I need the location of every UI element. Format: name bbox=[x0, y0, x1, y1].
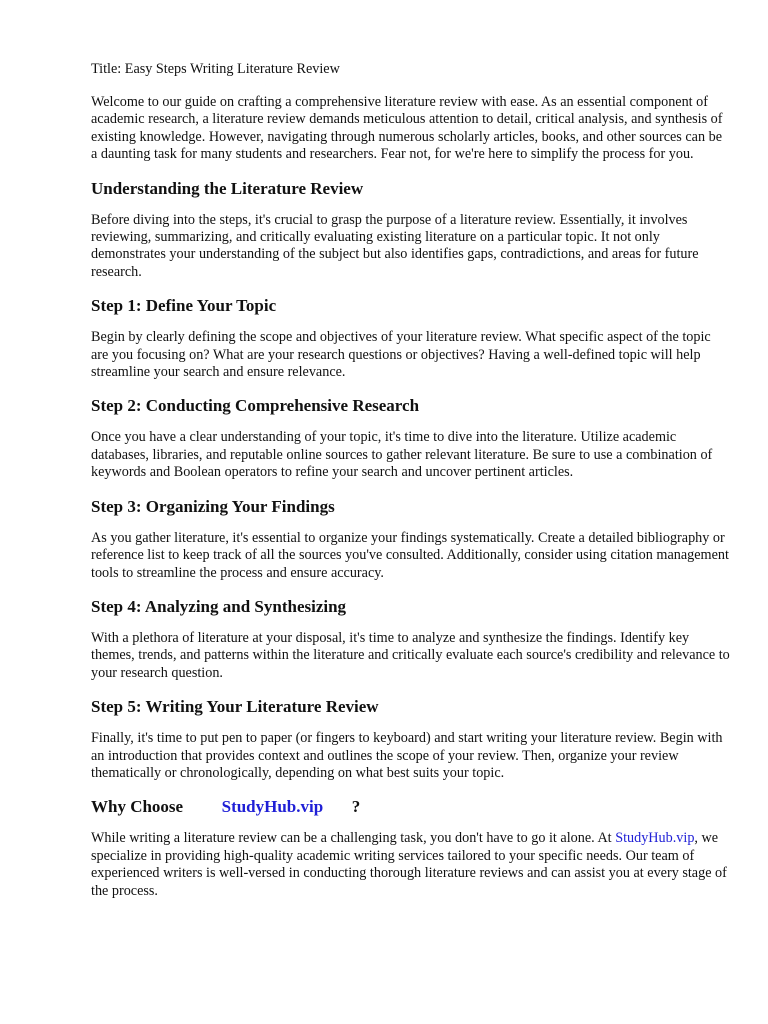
section-heading-step-3: Step 3: Organizing Your Findings bbox=[91, 496, 335, 516]
section-body-why-choose bbox=[91, 830, 731, 900]
section-heading-step-2: Step 2: Conducting Comprehensive Research bbox=[91, 396, 420, 416]
why-body-suffix: , we specialize in providing high-quality academic writing services tailored to your specific needs. Our team of experienced writers is well-versed in conducting thorough literature reviews and can assist you at every stage of the process. bbox=[91, 830, 727, 899]
why-heading-suffix: ? bbox=[351, 797, 361, 817]
studyhub-heading-link[interactable]: StudyHub.vip bbox=[221, 797, 324, 817]
section-heading-why-choose bbox=[91, 796, 731, 818]
section-heading-step-1: Step 1: Define Your Topic bbox=[91, 296, 277, 316]
section-body-step-5: Finally, it's time to put pen to paper (or fingers to keyboard) and start writing your literature review. Begin with an introduction that provides context and outlines the scope of your review. Then, organize your review thematically or chronologically, depending on what best suits your topic. bbox=[91, 730, 723, 781]
section-heading-step-5: Step 5: Writing Your Literature Review bbox=[91, 697, 379, 717]
section-body-step-4: With a plethora of literature at your disposal, it's time to analyze and synthesize the findings. Identify key themes, trends, and patterns within the literature and critically evaluate each source's credibility and relevance to your research question. bbox=[91, 629, 730, 681]
section-body-step-1: Begin by clearly defining the scope and objectives of your literature review. What specific aspect of the topic are you focusing on? What are your research questions or objectives? Having a well-defined topic will help streamline your search and ensure relevance. bbox=[91, 329, 711, 381]
studyhub-body-link[interactable]: StudyHub.vip bbox=[615, 830, 695, 847]
section-body-step-3: As you gather literature, it's essential to organize your findings systematically. Create a detailed bibliography or reference list to keep track of all the sources you've consulted. Additionally, consider using citation management tools to streamline the process and ensure accuracy. bbox=[91, 529, 729, 581]
why-heading-prefix: Why Choose bbox=[91, 797, 184, 817]
document-title: Title: Easy Steps Writing Literature Review bbox=[91, 61, 340, 77]
section-heading-understanding: Understanding the Literature Review bbox=[91, 178, 364, 198]
section-body-step-2: Once you have a clear understanding of your topic, it's time to dive into the literature. Utilize academic databases, libraries, and reputable online sources to gather relevant literature. Be sure to use a combination of keywords and Boolean operators to refine your search and uncover pertinent articles. bbox=[91, 429, 713, 481]
section-heading-step-4: Step 4: Analyzing and Synthesizing bbox=[91, 596, 347, 616]
intro-paragraph: Welcome to our guide on crafting a comprehensive literature review with ease. As an essential component of academic research, a literature review demands meticulous attention to detail, critical analysis, and synthesis of existing knowledge. However, navigating through numerous scholarly articles, books, and other sources can be a daunting task for many students and researchers. Fear not, for we're here to simplify the process for you. bbox=[91, 94, 723, 163]
section-body-understanding: Before diving into the steps, it's crucial to grasp the purpose of a literature review. Essentially, it involves reviewing, summarizing, and critically evaluating existing literature on a particular topic. It not only demonstrates your understanding of the subject but also identifies gaps, contradictions, and areas for future research. bbox=[91, 211, 699, 280]
why-body-prefix: While writing a literature review can be a challenging task, you don't have to go it alone. At bbox=[91, 830, 612, 847]
document-page bbox=[91, 60, 731, 900]
